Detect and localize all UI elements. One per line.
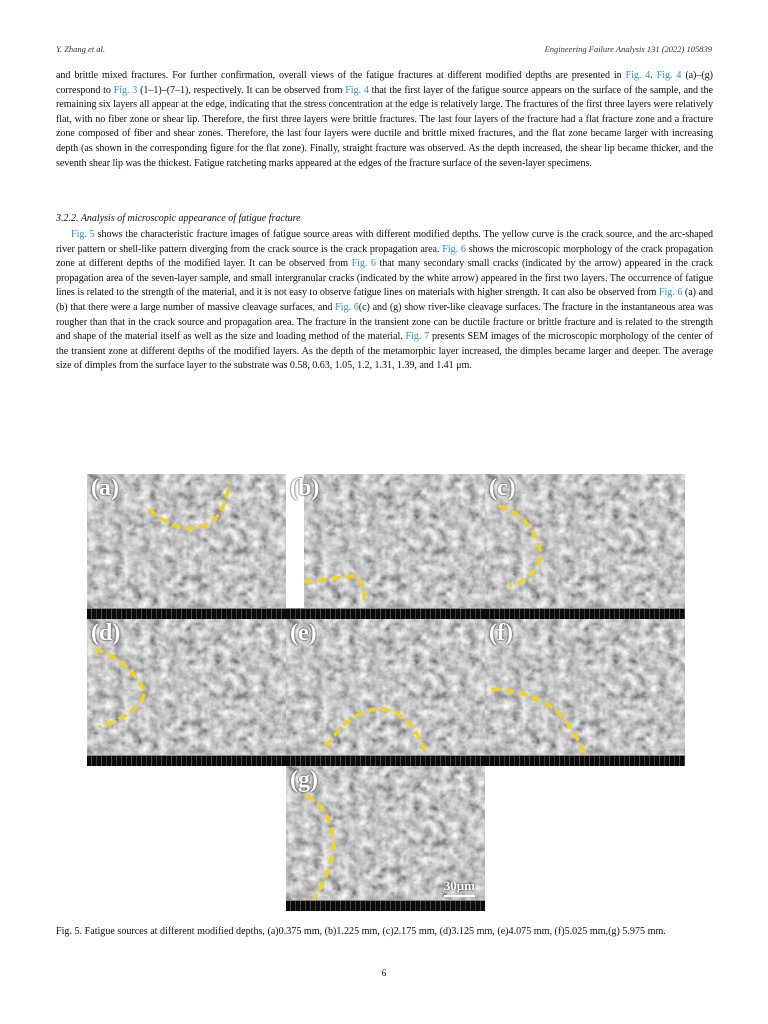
sem-info-bar xyxy=(87,608,286,619)
sem-panel-e xyxy=(286,619,485,766)
figure-link-fig6[interactable]: Fig. 6 xyxy=(351,258,376,270)
scale-bar: 30μm xyxy=(444,878,475,897)
sem-panel-f xyxy=(485,619,685,766)
section-heading: 3.2.2. Analysis of microscopic appearance of fatigue fracture xyxy=(56,213,301,224)
running-header-journal: Engineering Failure Analysis 131 (2022) 105839 xyxy=(544,44,712,54)
crack-source-curve xyxy=(485,619,685,766)
sem-info-bar xyxy=(286,608,485,619)
figure-link-fig7[interactable]: Fig. 7 xyxy=(405,331,430,343)
page-number: 6 xyxy=(381,968,387,978)
paragraph-fracture-overview: and brittle mixed fractures. For further confirmation, overall views of the fatigue fractures at different modified depths are presented in Fig. 4. Fig. 4 (a)–(g) correspond to Fig. 3 (1–1)–(7–1), respectively. It can be observed from Fig. 4 that the first layer of the fatigue source appears on the surface of the sample, and the remaining six layers all appear at the edge, indicating that the stress concentration at the edge is relatively large. The fractures of the first three layers were relatively flat, with no fiber zone or shear lip. Therefore, the first three layers were brittle fractures. The last four layers of the fracture had a flat fracture zone and a fracture zone composed of fiber and shear zones. Therefore, the last four layers were ductile and brittle mixed fractures, and the flat zone became larger with increasing depth (as shown in the corresponding figure for the flat zone). Finally, straight fracture was observed. As the depth increased, the shear lip became thicker, and the seventh shear lip was the thickest. Fatigue ratcheting marks appeared at the edges of the fracture surface of the seven-layer specimens. xyxy=(56,70,713,169)
panel-label: (c) xyxy=(489,475,516,501)
figure-link-fig5[interactable]: Fig. 5 xyxy=(71,229,95,240)
sem-info-bar xyxy=(485,608,685,619)
sem-panel-a xyxy=(87,474,286,619)
paragraph-microscopic-analysis: Fig. 5 shows the characteristic fracture images of fatigue source areas with different modified depths. The yellow curve is the crack source, and the arc-shaped river pattern or shell-like pattern diverging from the crack source is the crack propagation area. Fig. 6 shows the microscopic morphology of the crack propagation zone at different depths of the modified layer. It can be observed from Fig. 6 that many secondary small cracks (indicated by the arrow) appeared in the crack propagation area of the seven-layer sample, and small intergranular cracks (indicated by the white arrow) appeared in the first two layers. The occurrence of fatigue lines is related to the strength of the material, and it is not easy to observe fatigue lines on materials with higher strength. It can also be observed from Fig. 6 (a) and (b) that there were a large number of massive cleavage surfaces, and Fig. 6(c) and (g) show river-like cleavage surfaces. The fracture in the instantaneous area was rougher than that in the crack source and propagation area. The fracture in the transient zone can be ductile fracture or brittle fracture and is related to the strength and shape of the material itself as well as the size and loading method of the material. Fig. 7 presents SEM images of the microscopic morphology of the center of the transient zone at different depths of the modified layers. As the depth of the metamorphic layer increased, the dimples became larger and deeper. The average size of dimples from the surface layer to the substrate was 0.58, 0.63, 1.05, 1.2, 1.31, 1.39, and 1.41 μm. xyxy=(56,229,714,372)
sem-info-bar xyxy=(87,755,286,766)
sem-panel-d xyxy=(87,619,286,766)
figure-5-sem-panels xyxy=(87,474,685,911)
figure-link-fig6[interactable]: Fig. 6 xyxy=(442,243,466,255)
figure-link-fig3[interactable]: Fig. 3 xyxy=(113,84,138,96)
running-header-authors: Y. Zhang et al. xyxy=(56,44,106,54)
figure-link-fig6[interactable]: Fig. 6 xyxy=(335,301,359,313)
panel-label: (f) xyxy=(489,620,513,646)
sem-info-bar xyxy=(286,900,485,911)
sem-panel-b xyxy=(286,474,485,619)
panel-label: (e) xyxy=(290,620,317,646)
sem-panel-g xyxy=(286,766,485,911)
panel-label: (a) xyxy=(91,475,119,501)
figure-link-fig4[interactable]: Fig. 4 xyxy=(656,70,682,81)
panel-label: (d) xyxy=(91,620,121,646)
panel-label: (g) xyxy=(290,767,318,793)
sem-panel-c xyxy=(485,474,685,619)
panel-label: (b) xyxy=(290,475,320,501)
figure-link-fig4[interactable]: Fig. 4 xyxy=(625,70,651,81)
figure-caption: Fig. 5. Fatigue sources at different modified depths, (a)0.375 mm, (b)1.225 mm, (c)2.175 mm, (d)3.125 mm, (e)4.075 mm, (f)5.025 mm,(g) 5.975 mm. xyxy=(56,926,666,937)
figure-link-fig6[interactable]: Fig. 6 xyxy=(658,287,683,299)
sem-info-bar xyxy=(485,755,685,766)
sem-info-bar xyxy=(286,755,485,766)
figure-link-fig4[interactable]: Fig. 4 xyxy=(345,84,369,96)
